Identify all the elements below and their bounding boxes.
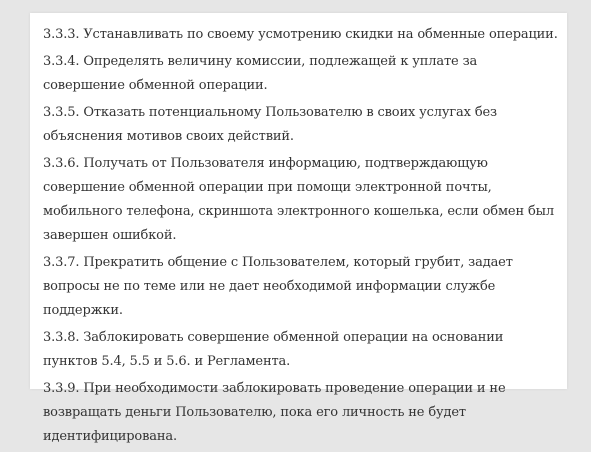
term-item-3-3-6 (43, 152, 560, 248)
term-item-3-3-4 (43, 50, 560, 98)
item-number: 3.3.8. (43, 330, 80, 345)
term-item-3-3-5 (43, 101, 560, 149)
item-text: Получать от Пользователя информацию, подтверждающую совершение обменной операции при помощи электронной почты, мобильного телефона, скриншота электронного кошелька, если обмен был завершен ошибкой. (43, 156, 554, 243)
item-number: 3.3.7. (43, 255, 80, 270)
item-text: Заблокировать совершение обменной операции на основании пунктов 5.4, 5.5 и 5.6. и Регламента. (43, 330, 504, 369)
item-number: 3.3.4. (43, 54, 80, 69)
term-item-3-3-9 (43, 377, 560, 449)
terms-list (43, 23, 560, 452)
item-text: При необходимости заблокировать проведение операции и не возвращать деньги Пользователю, пока его личность не будет идентифицирована. (43, 381, 506, 444)
item-number: 3.3.3. (43, 27, 80, 42)
term-item-3-3-3 (43, 23, 560, 47)
item-text: Прекратить общение с Пользователем, который грубит, задает вопросы не по теме или не дает необходимой информации службе поддержки. (43, 255, 513, 318)
item-number: 3.3.9. (43, 381, 80, 396)
term-item-3-3-7 (43, 251, 560, 323)
item-number: 3.3.6. (43, 156, 80, 171)
document-panel (30, 13, 567, 444)
item-text: Отказать потенциальному Пользователю в своих услугах без объяснения мотивов своих действий. (43, 105, 497, 144)
item-text: Определять величину комиссии, подлежащей к уплате за совершение обменной операции. (43, 54, 478, 93)
item-text: Устанавливать по своему усмотрению скидки на обменные операции. (83, 27, 558, 42)
item-number: 3.3.5. (43, 105, 80, 120)
term-item-3-3-8 (43, 326, 560, 374)
